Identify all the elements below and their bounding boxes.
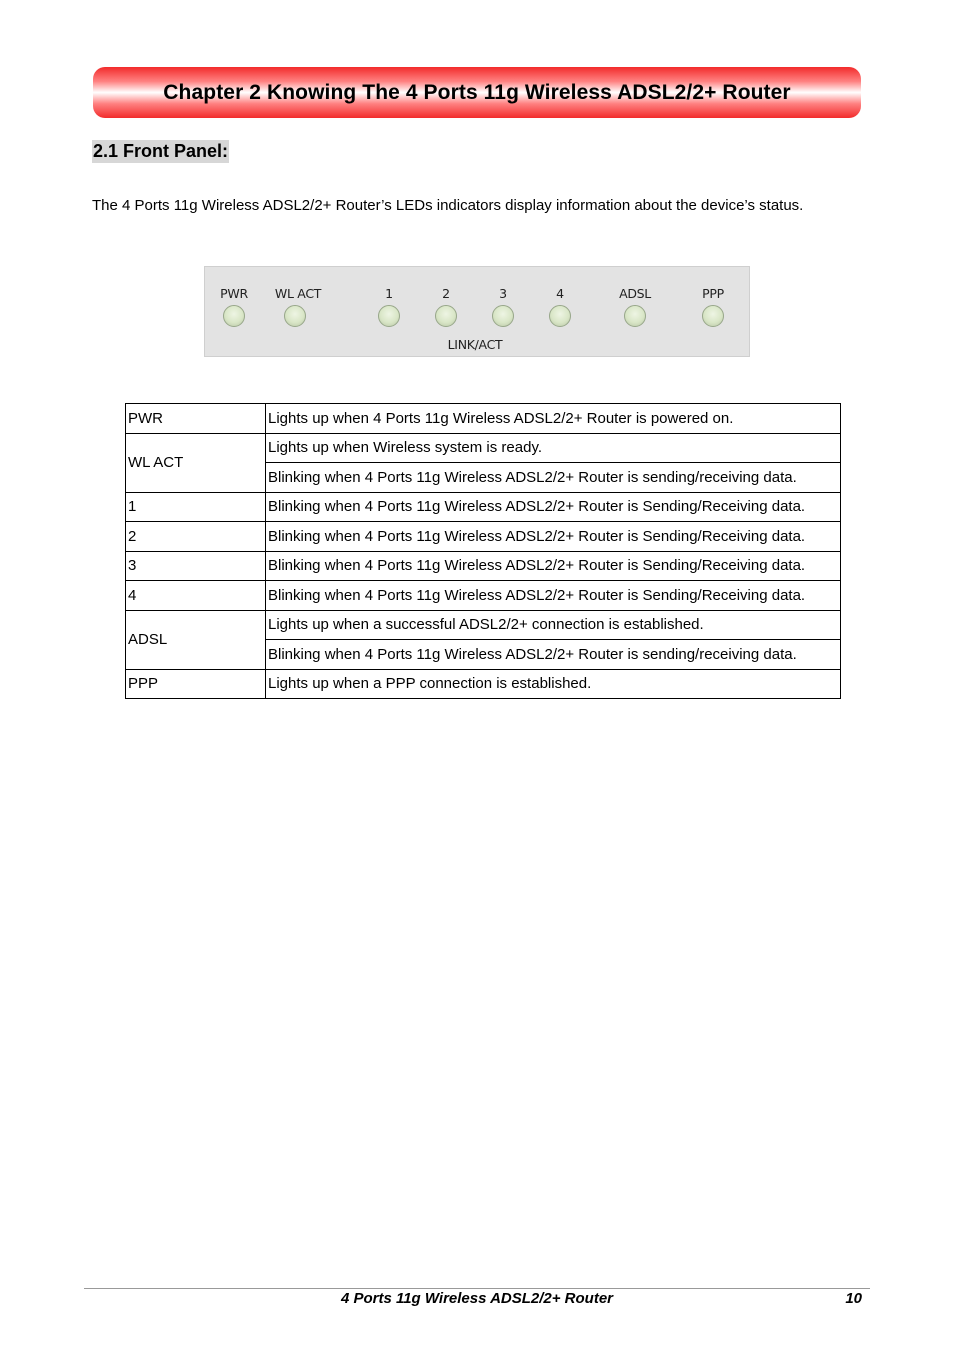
- front-panel-image: [204, 266, 750, 357]
- led-label-port-3: 3: [499, 286, 507, 301]
- led-name-cell: 3: [126, 551, 266, 581]
- led-label-port-1: 1: [385, 286, 393, 301]
- table-row: [126, 669, 841, 699]
- led-description-cell: Blinking when 4 Ports 11g Wireless ADSL2/2+ Router is sending/receiving data.: [266, 463, 841, 493]
- led-name-cell: PWR: [126, 404, 266, 434]
- led-name-cell: PPP: [126, 669, 266, 699]
- intro-paragraph: The 4 Ports 11g Wireless ADSL2/2+ Router’s LEDs indicators display information about the device’s status.: [92, 197, 804, 214]
- led-description-cell: Lights up when a successful ADSL2/2+ connection is established.: [266, 610, 841, 640]
- led-description-cell: Lights up when Wireless system is ready.: [266, 433, 841, 463]
- led-port-2-indicator: [435, 305, 457, 327]
- table-row: [126, 492, 841, 522]
- led-name-cell: 2: [126, 522, 266, 552]
- led-description-table: [125, 403, 841, 699]
- led-description-cell: Lights up when a PPP connection is established.: [266, 669, 841, 699]
- led-label-port-2: 2: [442, 286, 450, 301]
- led-description-cell: Blinking when 4 Ports 11g Wireless ADSL2/2+ Router is Sending/Receiving data.: [266, 492, 841, 522]
- chapter-title: Chapter 2 Knowing The 4 Ports 11g Wireless ADSL2/2+ Router: [163, 80, 791, 104]
- page-number: 10: [845, 1290, 862, 1307]
- led-description-cell: Blinking when 4 Ports 11g Wireless ADSL2/2+ Router is Sending/Receiving data.: [266, 581, 841, 611]
- led-pwr-indicator: [223, 305, 245, 327]
- table-row: [126, 433, 841, 463]
- led-description-cell: Blinking when 4 Ports 11g Wireless ADSL2/2+ Router is Sending/Receiving data.: [266, 551, 841, 581]
- led-label-pwr: PWR: [220, 286, 248, 301]
- led-wl-act-indicator: [284, 305, 306, 327]
- led-description-cell: Blinking when 4 Ports 11g Wireless ADSL2/2+ Router is Sending/Receiving data.: [266, 522, 841, 552]
- led-port-1-indicator: [378, 305, 400, 327]
- led-label-adsl: ADSL: [619, 286, 651, 301]
- led-adsl-indicator: [624, 305, 646, 327]
- led-description-cell: Lights up when 4 Ports 11g Wireless ADSL2/2+ Router is powered on.: [266, 404, 841, 434]
- led-description-cell: Blinking when 4 Ports 11g Wireless ADSL2/2+ Router is sending/receiving data.: [266, 640, 841, 670]
- led-port-3-indicator: [492, 305, 514, 327]
- table-row: [126, 551, 841, 581]
- led-label-wl-act: WL ACT: [274, 286, 322, 301]
- led-name-cell: 1: [126, 492, 266, 522]
- table-row: [126, 404, 841, 434]
- section-heading: 2.1 Front Panel:: [93, 141, 229, 161]
- led-label-port-4: 4: [556, 286, 564, 301]
- led-name-cell: WL ACT: [126, 433, 266, 492]
- chapter-banner: [93, 67, 861, 118]
- footer-divider: [84, 1288, 870, 1289]
- footer-title: 4 Ports 11g Wireless ADSL2/2+ Router: [340, 1290, 614, 1307]
- link-act-label: LINK/ACT: [447, 337, 503, 352]
- table-row: [126, 610, 841, 640]
- table-row: [126, 522, 841, 552]
- led-port-4-indicator: [549, 305, 571, 327]
- table-row: [126, 581, 841, 611]
- led-name-cell: 4: [126, 581, 266, 611]
- led-label-ppp: PPP: [702, 286, 724, 301]
- led-ppp-indicator: [702, 305, 724, 327]
- led-name-cell: ADSL: [126, 610, 266, 669]
